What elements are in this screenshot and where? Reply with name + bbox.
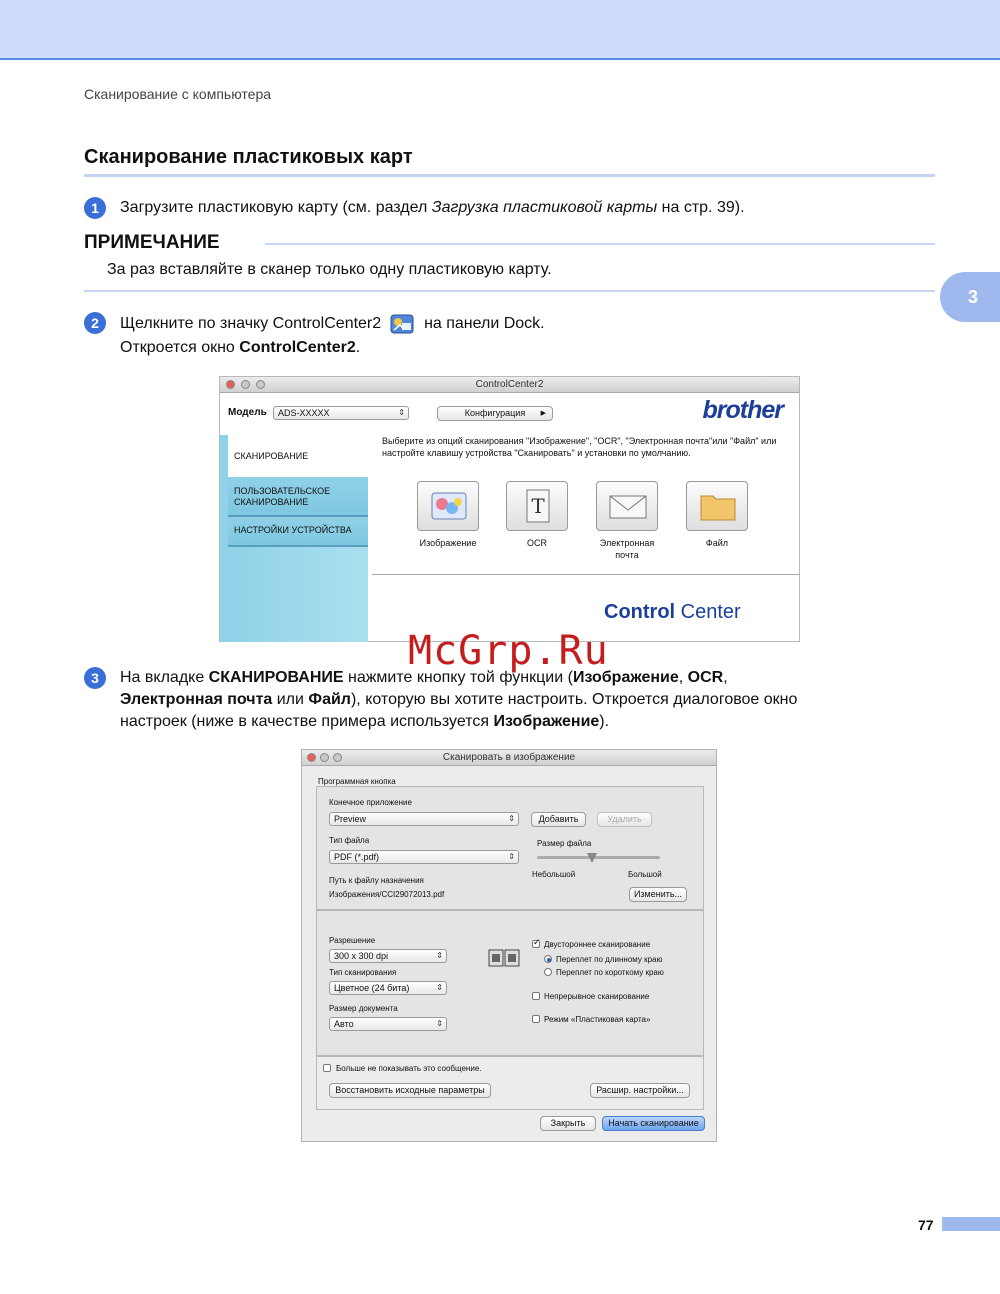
doc-size-label: Размер документа xyxy=(329,1004,398,1013)
file-size-slider[interactable] xyxy=(537,856,660,859)
page-number: 77 xyxy=(918,1217,934,1233)
watermark: McGrp.Ru xyxy=(408,628,609,674)
target-app-label: Конечное приложение xyxy=(329,798,412,807)
step-3-line-1 xyxy=(120,667,920,689)
section-rule xyxy=(84,174,935,177)
model-select-value: ADS-XXXXX xyxy=(278,408,330,418)
note-rule xyxy=(265,243,935,245)
target-app-select[interactable] xyxy=(329,812,519,826)
controlcenter-toolbar xyxy=(220,394,799,434)
file-label: Файл xyxy=(705,538,729,548)
tab-custom-scan[interactable]: ПОЛЬЗОВАТЕЛЬСКОЕ СКАНИРОВАНИЕ xyxy=(228,477,368,517)
step-2-line-1 xyxy=(120,312,545,336)
play-arrow-icon: ▶ xyxy=(540,410,546,417)
image-scan-button[interactable] xyxy=(417,481,479,531)
step-3-text-5: или xyxy=(272,691,309,708)
controlcenter-title: ControlCenter2 xyxy=(475,379,544,390)
step-2-line-2 xyxy=(120,337,360,359)
wordmark-regular: Center xyxy=(675,601,741,623)
controlcenter-window xyxy=(219,376,800,642)
step-2-line-2-before: Откроется окно xyxy=(120,339,240,356)
step-1-link: Загрузка пластиковой карты xyxy=(431,199,658,216)
email-scan-button[interactable] xyxy=(596,481,658,531)
tab-scan[interactable]: СКАНИРОВАНИЕ xyxy=(228,435,368,477)
dont-show-checkbox[interactable] xyxy=(323,1064,331,1072)
short-edge-label: Переплет по короткому краю xyxy=(556,968,664,977)
ocr-scan-button[interactable] xyxy=(506,481,568,531)
file-size-small-label: Небольшой xyxy=(532,870,576,879)
dest-path-value: Изображения/CCI29072013.pdf xyxy=(329,890,445,899)
start-scan-button[interactable]: Начать сканирование xyxy=(602,1116,705,1131)
controlcenter-sidebar xyxy=(220,435,368,642)
section-title: Сканирование пластиковых карт xyxy=(84,146,413,168)
select-arrows-icon: ⇕ xyxy=(508,852,515,861)
note-title: ПРИМЕЧАНИЕ xyxy=(84,232,220,253)
resolution-label: Разрешение xyxy=(329,936,376,945)
step-2-line-2-after: . xyxy=(355,339,361,356)
step-3-line-3 xyxy=(120,711,920,733)
controlcenter-title-bar xyxy=(220,377,799,393)
step-3-bold-2: Изображение xyxy=(572,669,679,686)
file-type-select[interactable] xyxy=(329,850,519,864)
file-size-label: Размер файла xyxy=(537,839,592,848)
select-arrows-icon: ⇕ xyxy=(436,951,443,960)
plastic-card-label: Режим «Пластиковая карта» xyxy=(544,1015,651,1024)
configuration-label: Конфигурация xyxy=(464,408,526,418)
controlcenter-app-icon xyxy=(390,312,416,336)
ocr-icon xyxy=(507,482,569,532)
top-band xyxy=(0,0,1000,60)
program-button-group-label: Программная кнопка xyxy=(318,777,396,786)
image-icon xyxy=(418,482,480,532)
advanced-settings-button[interactable]: Расшир. настройки... xyxy=(590,1083,690,1098)
step-2-bullet: 2 xyxy=(84,312,106,334)
dialog-close-icon[interactable] xyxy=(307,753,316,762)
model-select[interactable] xyxy=(273,406,409,420)
ocr-label: OCR xyxy=(527,538,547,548)
dialog-zoom-icon[interactable] xyxy=(333,753,342,762)
continuous-scan-checkbox[interactable] xyxy=(532,992,540,1000)
brand-logo: brother xyxy=(702,396,783,424)
add-button[interactable]: Добавить xyxy=(531,812,586,827)
resolution-value: 300 x 300 dpi xyxy=(334,951,389,961)
svg-text:T: T xyxy=(531,494,545,518)
file-size-slider-knob[interactable] xyxy=(587,853,597,863)
step-3-bold-6: Изображение xyxy=(493,713,600,730)
controlcenter-divider xyxy=(372,574,800,575)
dialog-title: Сканировать в изображение xyxy=(442,752,576,763)
scan-type-label: Тип сканирования xyxy=(329,968,397,977)
email-label: Электронная почта xyxy=(599,538,655,560)
step-3-line-2 xyxy=(120,689,920,711)
resolution-select[interactable] xyxy=(329,949,447,963)
controlcenter-description: Выберите из опций сканирования "Изображение", "OCR", "Электронная почта"или "Файл" или настройте клавишу устройства "Сканировать" и установки по умолчанию. xyxy=(382,436,777,458)
scan-to-image-dialog xyxy=(301,749,717,1142)
scan-type-select[interactable] xyxy=(329,981,447,995)
configuration-button[interactable] xyxy=(437,406,553,421)
select-arrows-icon: ⇕ xyxy=(436,1019,443,1028)
step-3-bold-4: Электронная почта xyxy=(120,691,273,708)
step-3-text-1: На вкладке xyxy=(120,669,209,686)
step-3-text-4: , xyxy=(723,669,728,686)
step-2-line-1-after: на панели Dock. xyxy=(424,315,545,333)
image-label: Изображение xyxy=(419,538,477,548)
step-3-text-2: нажмите кнопку той функции ( xyxy=(343,669,573,686)
select-arrows-icon: ⇕ xyxy=(436,983,443,992)
step-3-text-8: ). xyxy=(599,713,610,730)
chapter-tab: 3 xyxy=(940,272,1000,322)
change-path-button[interactable]: Изменить... xyxy=(629,887,687,902)
step-1-bullet: 1 xyxy=(84,197,106,219)
page-number-bar xyxy=(942,1217,1000,1231)
select-arrows-icon: ⇕ xyxy=(398,408,405,417)
file-size-large-label: Большой xyxy=(628,870,662,879)
window-minimize-icon[interactable] xyxy=(241,380,250,389)
dont-show-label: Больше не показывать это сообщение. xyxy=(336,1064,482,1073)
delete-button[interactable]: Удалить xyxy=(597,812,652,827)
email-icon xyxy=(597,482,659,532)
duplex-checkbox[interactable] xyxy=(532,940,540,948)
continuous-scan-label: Непрерывное сканирование xyxy=(544,992,650,1001)
dialog-title-bar xyxy=(302,750,716,766)
step-3-text-7: настроек (ниже в качестве примера используется xyxy=(120,713,494,730)
restore-defaults-button[interactable]: Восстановить исходные параметры xyxy=(329,1083,491,1098)
plastic-card-checkbox[interactable] xyxy=(532,1015,540,1023)
long-edge-radio[interactable] xyxy=(544,955,552,963)
step-3-text-3: , xyxy=(678,669,688,686)
duplex-label: Двустороннее сканирование xyxy=(544,940,651,949)
step-3-bold-1: СКАНИРОВАНИЕ xyxy=(208,669,344,686)
dest-path-label: Путь к файлу назначения xyxy=(329,876,424,885)
step-3-bold-3: OCR xyxy=(687,669,724,686)
step-3-bold-5: Файл xyxy=(308,691,351,708)
close-dialog-button[interactable]: Закрыть xyxy=(540,1116,596,1131)
duplex-pages-icon xyxy=(488,949,520,967)
step-3-bullet: 3 xyxy=(84,667,106,689)
window-zoom-icon[interactable] xyxy=(256,380,265,389)
breadcrumb: Сканирование с компьютера xyxy=(84,86,272,102)
step-1-text-before: Загрузите пластиковую карту (см. раздел xyxy=(120,199,432,216)
step-2-line-2-bold: ControlCenter2 xyxy=(239,339,356,356)
note-text: За раз вставляйте в сканер только одну пластиковую карту. xyxy=(107,261,552,278)
doc-size-select[interactable] xyxy=(329,1017,447,1031)
doc-size-value: Авто xyxy=(334,1019,354,1029)
model-label: Модель xyxy=(228,407,267,418)
note-bottom-rule xyxy=(84,290,935,292)
dialog-minimize-icon[interactable] xyxy=(320,753,329,762)
select-arrows-icon: ⇕ xyxy=(508,814,515,823)
step-2-line-1-before: Щелкните по значку ControlCenter2 xyxy=(120,315,382,333)
tab-device-settings[interactable]: НАСТРОЙКИ УСТРОЙСТВА xyxy=(228,517,368,547)
target-app-value: Preview xyxy=(334,814,367,824)
wordmark-bold: Control xyxy=(604,601,676,623)
folder-icon xyxy=(687,482,749,532)
file-type-value: PDF (*.pdf) xyxy=(334,852,380,862)
file-type-label: Тип файла xyxy=(329,836,370,845)
step-1-text xyxy=(120,197,745,219)
step-3-text-6: ), которую вы хотите настроить. Откроется диалоговое окно xyxy=(350,691,798,708)
short-edge-radio[interactable] xyxy=(544,968,552,976)
scan-type-value: Цветное (24 бита) xyxy=(334,983,410,993)
file-scan-button[interactable] xyxy=(686,481,748,531)
controlcenter-wordmark xyxy=(604,601,741,624)
long-edge-label: Переплет по длинному краю xyxy=(556,955,663,964)
step-1-text-after: на стр. 39). xyxy=(657,199,745,216)
window-close-icon[interactable] xyxy=(226,380,235,389)
